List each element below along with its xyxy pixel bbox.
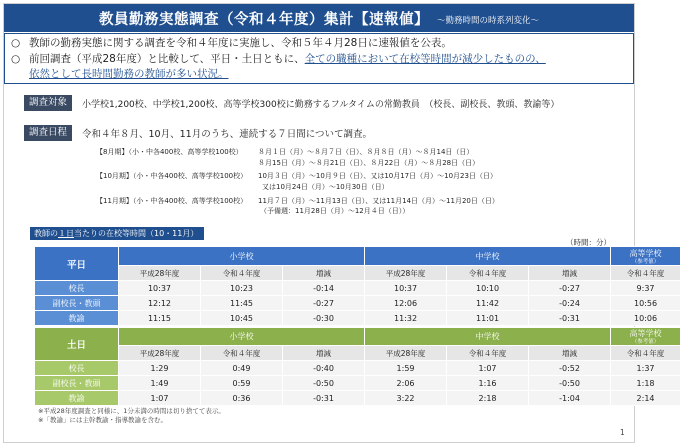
caption-pre: 教師の — [34, 229, 58, 238]
elementary-header: 小学校 — [119, 328, 365, 346]
col-h28: 平成28年度 — [365, 266, 447, 281]
high-header-text: 高等学校 — [629, 248, 662, 258]
cell: -0:50 — [283, 376, 365, 391]
table-row — [35, 281, 681, 296]
summary-text: 前回調査（平成28年度）と比較して、平日・土日ともに、 — [29, 52, 305, 65]
schedule-text: 令和４年８月、10月、11月のうち、連続する７日間について調査。 — [82, 129, 373, 140]
schedule-label: 調査日程 — [24, 125, 72, 141]
subjects-label: 調査対象 — [24, 95, 72, 111]
bullet-icon: ○ — [11, 37, 21, 49]
col-r4: 令和４年度 — [447, 346, 529, 361]
cell: 10:37 — [119, 281, 201, 296]
row-role: 校長 — [35, 281, 119, 296]
page-number: 1 — [620, 428, 625, 437]
junior-header: 中学校 — [365, 247, 611, 266]
cell: 0:49 — [201, 361, 283, 376]
summary-box — [4, 33, 634, 84]
cell: -0:52 — [529, 361, 611, 376]
col-diff: 増減 — [529, 266, 611, 281]
cell: 10:56 — [611, 296, 681, 311]
cell: 0:36 — [201, 391, 283, 406]
schedule-aug-dates-2: ８月15日（月）～８月21日（日）、８月22日（月）～８月28日（日） — [258, 159, 480, 167]
cell: 11:32 — [365, 311, 447, 326]
cell: 10:10 — [447, 281, 529, 296]
cell: 2:06 — [365, 376, 447, 391]
subjects-text: 小学校1,200校、中学校1,200校、高等学校300校に勤務するフルタイムの常勤教員 （校長、副校長、教頭、教諭等） — [82, 99, 560, 110]
cell: 9:37 — [611, 281, 681, 296]
cell: 3:22 — [365, 391, 447, 406]
cell: -0:27 — [529, 281, 611, 296]
col-r4: 令和４年度 — [201, 346, 283, 361]
cell: 1:37 — [611, 361, 681, 376]
schedule-oct-dates-2: 又は10月24日（月）～10月30日（日） — [262, 183, 389, 191]
cell: 1:07 — [447, 361, 529, 376]
col-diff: 増減 — [283, 346, 365, 361]
slide-title: 教員勤務実態調査（令和４年度）集計【速報値】 — [98, 11, 429, 28]
row-role: 教諭 — [35, 391, 119, 406]
schedule-aug-month: 【8月期】（小・中各400校、高等学校100校） — [96, 148, 243, 156]
cell: 12:06 — [365, 296, 447, 311]
high-header-note: （参考値） — [631, 339, 660, 345]
high-header — [611, 328, 681, 346]
cell: 1:59 — [365, 361, 447, 376]
table-caption — [30, 227, 204, 240]
cell: 12:12 — [119, 296, 201, 311]
subjects-section — [24, 95, 559, 111]
col-diff: 増減 — [529, 346, 611, 361]
slide-subtitle: ～勤務時間の時系列変化～ — [436, 16, 539, 26]
cell: -0:40 — [283, 361, 365, 376]
row-role: 副校長・教頭 — [35, 376, 119, 391]
table-unit: （時間：分） — [566, 238, 611, 247]
bullet-icon: ○ — [11, 52, 21, 65]
cell: -0:24 — [529, 296, 611, 311]
col-high-r4: 令和４年度 — [611, 266, 681, 281]
schedule-nov-dates-2: （予備週：11月28日（月）～12月４日（日）） — [260, 207, 410, 215]
schedule-aug-dates-1: ８月１日（月）～８月７日（日）、８月８日（月）～８月14日（日） — [258, 148, 474, 156]
summary-highlight: 依然として長時間勤務の教師が多い状況。 — [29, 68, 229, 80]
col-h28: 平成28年度 — [119, 266, 201, 281]
weekend-label: 土日 — [35, 328, 119, 361]
table-row — [35, 376, 681, 391]
col-r4: 令和４年度 — [201, 266, 283, 281]
schedule-oct-dates-1: 10月３日（月）～10月９日（日）、又は10月17日（月）～10月23日（日） — [258, 172, 497, 180]
cell: 1:07 — [119, 391, 201, 406]
cell: -0:27 — [283, 296, 365, 311]
cell: 2:14 — [611, 391, 681, 406]
table-row — [35, 311, 681, 326]
cell: -1:04 — [529, 391, 611, 406]
bullet-spacer — [11, 67, 29, 83]
caption-em: １日 — [58, 229, 74, 238]
high-header-note: （参考値） — [631, 258, 660, 265]
slide-header — [4, 4, 634, 32]
row-role: 副校長・教頭 — [35, 296, 119, 311]
schedule-nov-month: 【11月期】（小・中各400校、高等学校100校） — [96, 197, 248, 205]
table-row — [35, 391, 681, 406]
weekday-label: 平日 — [35, 247, 119, 281]
row-role: 教諭 — [35, 311, 119, 326]
junior-header: 中学校 — [365, 328, 611, 346]
cell: 10:37 — [365, 281, 447, 296]
cell: -0:31 — [529, 311, 611, 326]
cell: 2:18 — [447, 391, 529, 406]
summary-line-1 — [11, 36, 627, 52]
cell: -0:31 — [283, 391, 365, 406]
cell: 10:23 — [201, 281, 283, 296]
col-high-r4: 令和４年度 — [611, 346, 681, 361]
weekend-table — [34, 327, 681, 406]
weekday-table — [34, 246, 681, 326]
footnotes — [38, 407, 225, 425]
schedule-section — [24, 125, 372, 141]
cell: -0:14 — [283, 281, 365, 296]
cell: -0:50 — [529, 376, 611, 391]
caption-post: 当たりの在校等時間（10・11月） — [74, 229, 199, 238]
summary-text: 教師の勤務実態に関する調査を令和４年度に実施し、令和５年４月28日に速報値を公表。 — [29, 37, 452, 49]
table-row — [35, 296, 681, 311]
cell: 11:15 — [119, 311, 201, 326]
cell: 1:18 — [611, 376, 681, 391]
col-r4: 令和４年度 — [447, 266, 529, 281]
cell: 0:59 — [201, 376, 283, 391]
schedule-oct-month: 【10月期】（小・中各400校、高等学校100校） — [96, 172, 248, 180]
summary-highlight: 全ての職種において在校等時間が減少したものの、 — [304, 52, 546, 65]
cell: 11:42 — [447, 296, 529, 311]
table-row — [35, 361, 681, 376]
cell: 10:06 — [611, 311, 681, 326]
cell: -0:30 — [283, 311, 365, 326]
high-header — [611, 247, 681, 266]
col-diff: 増減 — [283, 266, 365, 281]
footnote: ※「教諭」には主幹教諭・指導教諭を含む。 — [38, 416, 167, 424]
elementary-header: 小学校 — [119, 247, 365, 266]
col-h28: 平成28年度 — [119, 346, 201, 361]
cell: 1:49 — [119, 376, 201, 391]
high-header-text: 高等学校 — [629, 329, 662, 338]
summary-line-2 — [11, 52, 627, 68]
row-role: 校長 — [35, 361, 119, 376]
cell: 1:16 — [447, 376, 529, 391]
cell: 11:45 — [201, 296, 283, 311]
col-h28: 平成28年度 — [365, 346, 447, 361]
cell: 10:45 — [201, 311, 283, 326]
schedule-nov-dates-1: 11月７日（月）～11月13日（日）、又は11月14日（月）～11月20日（日） — [258, 197, 499, 205]
summary-line-3 — [11, 67, 627, 83]
footnote: ※平成28年度調査と同様に、1分未満の時間は切り捨てて表示。 — [38, 407, 225, 415]
cell: 1:29 — [119, 361, 201, 376]
cell: 11:01 — [447, 311, 529, 326]
